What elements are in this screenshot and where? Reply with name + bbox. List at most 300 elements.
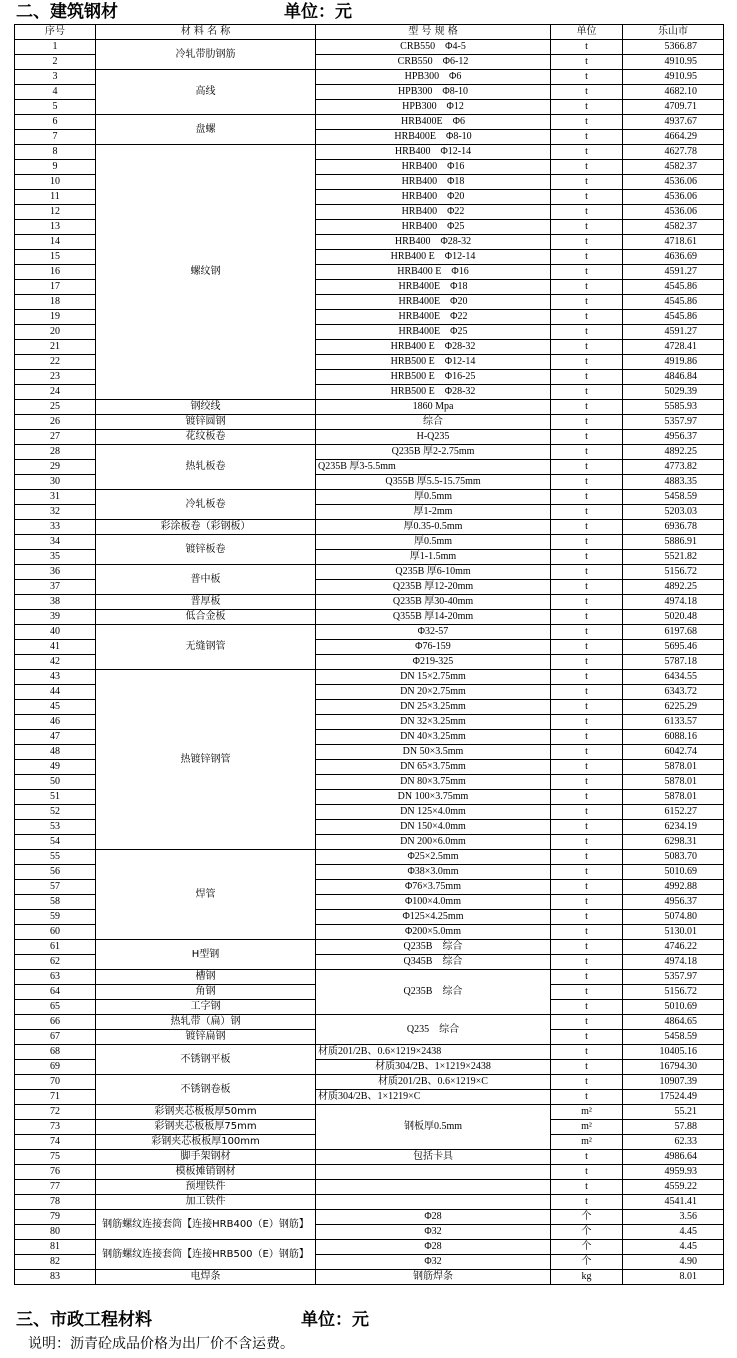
unit-cell: t xyxy=(551,550,623,565)
price-cell: 4956.37 xyxy=(623,430,724,445)
material-name: 角钢 xyxy=(96,985,316,1000)
price-cell: 4992.88 xyxy=(623,880,724,895)
material-spec: DN 32×3.25mm xyxy=(316,715,551,730)
row-number: 35 xyxy=(15,550,96,565)
price-cell: 5130.01 xyxy=(623,925,724,940)
row-number: 27 xyxy=(15,430,96,445)
row-number: 32 xyxy=(15,505,96,520)
material-name: 模板摊销钢材 xyxy=(96,1165,316,1180)
unit-cell: t xyxy=(551,130,623,145)
material-spec: 材质304/2B、1×1219×C xyxy=(316,1090,551,1105)
material-spec: Φ32 xyxy=(316,1225,551,1240)
row-number: 44 xyxy=(15,685,96,700)
material-name: 低合金板 xyxy=(96,610,316,625)
unit-cell: 个 xyxy=(551,1255,623,1270)
price-cell: 4682.10 xyxy=(623,85,724,100)
price-cell: 4974.18 xyxy=(623,595,724,610)
table-row xyxy=(15,1165,724,1180)
row-number: 1 xyxy=(15,40,96,55)
material-spec: Q235B 综合 xyxy=(316,970,551,1015)
table-row xyxy=(15,1015,724,1030)
unit-cell: t xyxy=(551,1075,623,1090)
row-number: 51 xyxy=(15,790,96,805)
material-name: 螺纹钢 xyxy=(96,145,316,400)
table-row xyxy=(15,1195,724,1210)
price-cell: 6234.19 xyxy=(623,820,724,835)
unit-cell: t xyxy=(551,445,623,460)
material-spec: HPB300 Φ6 xyxy=(316,70,551,85)
unit-cell: t xyxy=(551,160,623,175)
unit-cell: t xyxy=(551,415,623,430)
price-cell: 6133.57 xyxy=(623,715,724,730)
material-spec: Φ32-57 xyxy=(316,625,551,640)
row-number: 12 xyxy=(15,205,96,220)
material-name: 无缝钢管 xyxy=(96,625,316,670)
price-cell: 5458.59 xyxy=(623,1030,724,1045)
unit-cell: kg xyxy=(551,1270,623,1285)
row-number: 10 xyxy=(15,175,96,190)
material-name: 镀锌圆钢 xyxy=(96,415,316,430)
row-number: 68 xyxy=(15,1045,96,1060)
material-spec: 厚0.35-0.5mm xyxy=(316,520,551,535)
row-number: 53 xyxy=(15,820,96,835)
material-name: 钢筋螺纹连接套筒【连接HRB500（E）钢筋】 xyxy=(96,1240,316,1270)
material-spec: HRB400E Φ8-10 xyxy=(316,130,551,145)
row-number: 14 xyxy=(15,235,96,250)
section-heading-steel xyxy=(16,1,352,23)
material-spec: Q235B 厚12-20mm xyxy=(316,580,551,595)
material-spec: HRB500 E Φ12-14 xyxy=(316,355,551,370)
table-row xyxy=(15,40,724,55)
table-row xyxy=(15,400,724,415)
table-row xyxy=(15,535,724,550)
row-number: 30 xyxy=(15,475,96,490)
material-name: 槽钢 xyxy=(96,970,316,985)
price-cell: 4746.22 xyxy=(623,940,724,955)
material-name: 钢绞线 xyxy=(96,400,316,415)
material-spec: 材质201/2B、0.6×1219×2438 xyxy=(316,1045,551,1060)
row-number: 7 xyxy=(15,130,96,145)
material-name: 脚手架钢材 xyxy=(96,1150,316,1165)
unit-cell: t xyxy=(551,280,623,295)
price-cell: 4892.25 xyxy=(623,445,724,460)
row-number: 83 xyxy=(15,1270,96,1285)
material-spec: Φ76×3.75mm xyxy=(316,880,551,895)
row-number: 47 xyxy=(15,730,96,745)
price-cell: 4.90 xyxy=(623,1255,724,1270)
material-name: 不锈钢平板 xyxy=(96,1045,316,1075)
row-number: 74 xyxy=(15,1135,96,1150)
row-number: 64 xyxy=(15,985,96,1000)
price-cell: 4986.64 xyxy=(623,1150,724,1165)
row-number: 22 xyxy=(15,355,96,370)
material-spec: HRB400E Φ18 xyxy=(316,280,551,295)
unit-cell: 个 xyxy=(551,1210,623,1225)
price-cell: 5357.97 xyxy=(623,970,724,985)
price-cell: 5010.69 xyxy=(623,1000,724,1015)
unit-cell: t xyxy=(551,595,623,610)
material-name: 镀锌板卷 xyxy=(96,535,316,565)
table-row xyxy=(15,1105,724,1120)
material-spec: HRB400 Φ25 xyxy=(316,220,551,235)
unit-cell: t xyxy=(551,430,623,445)
unit-cell: t xyxy=(551,880,623,895)
price-cell: 55.21 xyxy=(623,1105,724,1120)
material-name: 彩涂板卷（彩钢板） xyxy=(96,520,316,535)
material-spec: HRB400 E Φ16 xyxy=(316,265,551,280)
price-cell: 5020.48 xyxy=(623,610,724,625)
row-number: 80 xyxy=(15,1225,96,1240)
price-table-body xyxy=(15,25,724,1285)
material-name: 加工铁件 xyxy=(96,1195,316,1210)
row-number: 55 xyxy=(15,850,96,865)
table-row xyxy=(15,1075,724,1090)
price-cell: 10405.16 xyxy=(623,1045,724,1060)
material-name: 工字钢 xyxy=(96,1000,316,1015)
row-number: 56 xyxy=(15,865,96,880)
price-cell: 57.88 xyxy=(623,1120,724,1135)
unit-cell: t xyxy=(551,745,623,760)
price-cell: 5878.01 xyxy=(623,775,724,790)
material-spec: Q235B 厚2-2.75mm xyxy=(316,445,551,460)
price-cell: 4545.86 xyxy=(623,280,724,295)
table-row xyxy=(15,1240,724,1255)
material-spec: HRB400 Φ20 xyxy=(316,190,551,205)
price-cell: 6088.16 xyxy=(623,730,724,745)
price-cell: 4.45 xyxy=(623,1225,724,1240)
material-name: 冷轧带肋钢筋 xyxy=(96,40,316,70)
price-cell: 5203.03 xyxy=(623,505,724,520)
material-spec: DN 20×2.75mm xyxy=(316,685,551,700)
unit-cell: t xyxy=(551,370,623,385)
price-cell: 4937.67 xyxy=(623,115,724,130)
material-name: 冷轧板卷 xyxy=(96,490,316,520)
price-cell: 3.56 xyxy=(623,1210,724,1225)
unit-cell: t xyxy=(551,865,623,880)
section-title: 三、市政工程材料 xyxy=(16,1310,152,1330)
unit-cell: t xyxy=(551,805,623,820)
row-number: 65 xyxy=(15,1000,96,1015)
unit-cell: t xyxy=(551,670,623,685)
table-row xyxy=(15,970,724,985)
price-cell: 5695.46 xyxy=(623,640,724,655)
row-number: 23 xyxy=(15,370,96,385)
unit-cell: t xyxy=(551,700,623,715)
material-spec: CRB550 Φ4-5 xyxy=(316,40,551,55)
price-cell: 5458.59 xyxy=(623,490,724,505)
price-cell: 6197.68 xyxy=(623,625,724,640)
material-name: 热镀锌钢管 xyxy=(96,670,316,850)
unit-cell: 个 xyxy=(551,1240,623,1255)
unit-cell: 个 xyxy=(551,1225,623,1240)
price-cell: 5886.91 xyxy=(623,535,724,550)
row-number: 15 xyxy=(15,250,96,265)
material-spec: HPB300 Φ8-10 xyxy=(316,85,551,100)
unit-cell: t xyxy=(551,85,623,100)
material-spec: Φ28 xyxy=(316,1240,551,1255)
unit-cell: t xyxy=(551,535,623,550)
material-spec: Φ200×5.0mm xyxy=(316,925,551,940)
unit-cell: t xyxy=(551,490,623,505)
unit-cell: t xyxy=(551,1165,623,1180)
price-cell: 5029.39 xyxy=(623,385,724,400)
table-row xyxy=(15,1150,724,1165)
unit-cell: t xyxy=(551,190,623,205)
price-cell: 6936.78 xyxy=(623,520,724,535)
row-number: 59 xyxy=(15,910,96,925)
row-number: 49 xyxy=(15,760,96,775)
table-row xyxy=(15,490,724,505)
material-spec xyxy=(316,1195,551,1210)
table-row xyxy=(15,850,724,865)
price-cell: 4545.86 xyxy=(623,295,724,310)
price-cell: 16794.30 xyxy=(623,1060,724,1075)
row-number: 52 xyxy=(15,805,96,820)
material-spec: HRB400 Φ18 xyxy=(316,175,551,190)
unit-cell: t xyxy=(551,1090,623,1105)
price-cell: 62.33 xyxy=(623,1135,724,1150)
material-spec: H-Q235 xyxy=(316,430,551,445)
note-text: 说明：沥青砼成品价格为出厂价不含运费。 xyxy=(28,1336,294,1352)
row-number: 76 xyxy=(15,1165,96,1180)
unit-cell: t xyxy=(551,1045,623,1060)
price-cell: 5010.69 xyxy=(623,865,724,880)
row-number: 42 xyxy=(15,655,96,670)
row-number: 75 xyxy=(15,1150,96,1165)
price-cell: 5787.18 xyxy=(623,655,724,670)
row-number: 78 xyxy=(15,1195,96,1210)
material-spec: DN 200×6.0mm xyxy=(316,835,551,850)
price-cell: 5074.80 xyxy=(623,910,724,925)
unit-cell: t xyxy=(551,460,623,475)
unit-cell: t xyxy=(551,40,623,55)
unit-cell: t xyxy=(551,715,623,730)
unit-cell: t xyxy=(551,145,623,160)
unit-cell: t xyxy=(551,685,623,700)
price-cell: 4864.65 xyxy=(623,1015,724,1030)
price-cell: 4892.25 xyxy=(623,580,724,595)
header-unit: 单位 xyxy=(551,25,623,40)
price-cell: 4541.41 xyxy=(623,1195,724,1210)
unit-cell: t xyxy=(551,565,623,580)
price-cell: 4919.86 xyxy=(623,355,724,370)
unit-cell: t xyxy=(551,925,623,940)
row-number: 4 xyxy=(15,85,96,100)
material-name: 高线 xyxy=(96,70,316,115)
unit-cell: t xyxy=(551,205,623,220)
unit-cell: t xyxy=(551,940,623,955)
row-number: 24 xyxy=(15,385,96,400)
unit-cell: m² xyxy=(551,1120,623,1135)
material-spec: 钢筋焊条 xyxy=(316,1270,551,1285)
row-number: 63 xyxy=(15,970,96,985)
material-spec: Φ100×4.0mm xyxy=(316,895,551,910)
row-number: 13 xyxy=(15,220,96,235)
price-cell: 4959.93 xyxy=(623,1165,724,1180)
row-number: 57 xyxy=(15,880,96,895)
row-number: 58 xyxy=(15,895,96,910)
table-row xyxy=(15,145,724,160)
price-cell: 6434.55 xyxy=(623,670,724,685)
unit-cell: t xyxy=(551,175,623,190)
row-number: 66 xyxy=(15,1015,96,1030)
unit-cell: t xyxy=(551,835,623,850)
material-spec: Q235B 厚30-40mm xyxy=(316,595,551,610)
row-number: 77 xyxy=(15,1180,96,1195)
material-spec: 包括卡具 xyxy=(316,1150,551,1165)
row-number: 82 xyxy=(15,1255,96,1270)
unit-cell: t xyxy=(551,1060,623,1075)
unit-cell: t xyxy=(551,985,623,1000)
unit-cell: t xyxy=(551,220,623,235)
material-spec: HRB400 Φ22 xyxy=(316,205,551,220)
table-row xyxy=(15,625,724,640)
unit-cell: t xyxy=(551,340,623,355)
row-number: 45 xyxy=(15,700,96,715)
material-spec: Q235 综合 xyxy=(316,1015,551,1045)
row-number: 71 xyxy=(15,1090,96,1105)
material-spec: Q235B 厚6-10mm xyxy=(316,565,551,580)
row-number: 81 xyxy=(15,1240,96,1255)
material-name: 钢筋螺纹连接套筒【连接HRB400（E）钢筋】 xyxy=(96,1210,316,1240)
unit-cell: t xyxy=(551,760,623,775)
unit-cell: t xyxy=(551,505,623,520)
row-number: 11 xyxy=(15,190,96,205)
price-cell: 17524.49 xyxy=(623,1090,724,1105)
unit-cell: t xyxy=(551,70,623,85)
unit-cell: t xyxy=(551,955,623,970)
material-spec: Φ125×4.25mm xyxy=(316,910,551,925)
row-number: 69 xyxy=(15,1060,96,1075)
row-number: 60 xyxy=(15,925,96,940)
material-spec: Q345B 综合 xyxy=(316,955,551,970)
material-spec: Φ219-325 xyxy=(316,655,551,670)
price-cell: 4582.37 xyxy=(623,160,724,175)
price-cell: 4536.06 xyxy=(623,175,724,190)
price-cell: 10907.39 xyxy=(623,1075,724,1090)
unit-cell: t xyxy=(551,1000,623,1015)
material-spec: DN 40×3.25mm xyxy=(316,730,551,745)
row-number: 17 xyxy=(15,280,96,295)
table-row xyxy=(15,445,724,460)
material-spec: Φ76-159 xyxy=(316,640,551,655)
table-row xyxy=(15,430,724,445)
material-spec: HRB400E Φ6 xyxy=(316,115,551,130)
table-row xyxy=(15,1270,724,1285)
row-number: 38 xyxy=(15,595,96,610)
row-number: 18 xyxy=(15,295,96,310)
unit-cell: t xyxy=(551,1180,623,1195)
price-cell: 4.45 xyxy=(623,1240,724,1255)
unit-label: 单位：元 xyxy=(284,2,352,22)
unit-cell: t xyxy=(551,790,623,805)
price-cell: 5366.87 xyxy=(623,40,724,55)
unit-cell: t xyxy=(551,400,623,415)
section-title: 二、建筑钢材 xyxy=(16,2,118,22)
material-name: 电焊条 xyxy=(96,1270,316,1285)
unit-cell: t xyxy=(551,820,623,835)
table-row xyxy=(15,520,724,535)
material-name: 镀锌扁钢 xyxy=(96,1030,316,1045)
header-spec: 型 号 规 格 xyxy=(316,25,551,40)
material-spec: DN 150×4.0mm xyxy=(316,820,551,835)
unit-cell: t xyxy=(551,625,623,640)
price-cell: 5357.97 xyxy=(623,415,724,430)
row-number: 9 xyxy=(15,160,96,175)
row-number: 29 xyxy=(15,460,96,475)
row-number: 3 xyxy=(15,70,96,85)
unit-cell: t xyxy=(551,250,623,265)
table-row xyxy=(15,1045,724,1060)
material-spec: Q355B 厚5.5-15.75mm xyxy=(316,475,551,490)
material-spec: HRB400 Φ12-14 xyxy=(316,145,551,160)
price-cell: 5878.01 xyxy=(623,760,724,775)
material-spec: DN 65×3.75mm xyxy=(316,760,551,775)
unit-cell: t xyxy=(551,265,623,280)
price-cell: 4627.78 xyxy=(623,145,724,160)
material-spec: DN 15×2.75mm xyxy=(316,670,551,685)
row-number: 41 xyxy=(15,640,96,655)
material-spec: CRB550 Φ6-12 xyxy=(316,55,551,70)
unit-cell: m² xyxy=(551,1105,623,1120)
material-spec: Φ28 xyxy=(316,1210,551,1225)
price-cell: 4956.37 xyxy=(623,895,724,910)
price-cell: 4718.61 xyxy=(623,235,724,250)
price-cell: 5521.82 xyxy=(623,550,724,565)
material-spec: DN 125×4.0mm xyxy=(316,805,551,820)
row-number: 79 xyxy=(15,1210,96,1225)
row-number: 39 xyxy=(15,610,96,625)
price-cell: 4536.06 xyxy=(623,205,724,220)
unit-cell: t xyxy=(551,115,623,130)
row-number: 25 xyxy=(15,400,96,415)
row-number: 36 xyxy=(15,565,96,580)
table-row xyxy=(15,940,724,955)
material-spec: Q355B 厚14-20mm xyxy=(316,610,551,625)
row-number: 26 xyxy=(15,415,96,430)
material-name: 预埋铁件 xyxy=(96,1180,316,1195)
material-spec: Q235B 厚3-5.5mm xyxy=(316,460,551,475)
unit-cell: t xyxy=(551,580,623,595)
row-number: 72 xyxy=(15,1105,96,1120)
row-number: 2 xyxy=(15,55,96,70)
material-spec: 厚1-1.5mm xyxy=(316,550,551,565)
material-spec: 材质201/2B、0.6×1219×C xyxy=(316,1075,551,1090)
material-spec: 厚0.5mm xyxy=(316,490,551,505)
row-number: 67 xyxy=(15,1030,96,1045)
price-cell: 6152.27 xyxy=(623,805,724,820)
row-number: 33 xyxy=(15,520,96,535)
row-number: 37 xyxy=(15,580,96,595)
unit-label: 单位：元 xyxy=(301,1310,369,1330)
row-number: 16 xyxy=(15,265,96,280)
row-number: 6 xyxy=(15,115,96,130)
price-table xyxy=(14,24,724,1285)
unit-cell: t xyxy=(551,910,623,925)
material-spec: HRB400E Φ20 xyxy=(316,295,551,310)
row-number: 5 xyxy=(15,100,96,115)
table-row xyxy=(15,70,724,85)
row-number: 21 xyxy=(15,340,96,355)
material-spec xyxy=(316,1165,551,1180)
header-no: 序号 xyxy=(15,25,96,40)
price-cell: 4664.29 xyxy=(623,130,724,145)
price-cell: 4773.82 xyxy=(623,460,724,475)
price-cell: 4536.06 xyxy=(623,190,724,205)
material-spec: 钢板厚0.5mm xyxy=(316,1105,551,1150)
unit-cell: m² xyxy=(551,1135,623,1150)
unit-cell: t xyxy=(551,355,623,370)
